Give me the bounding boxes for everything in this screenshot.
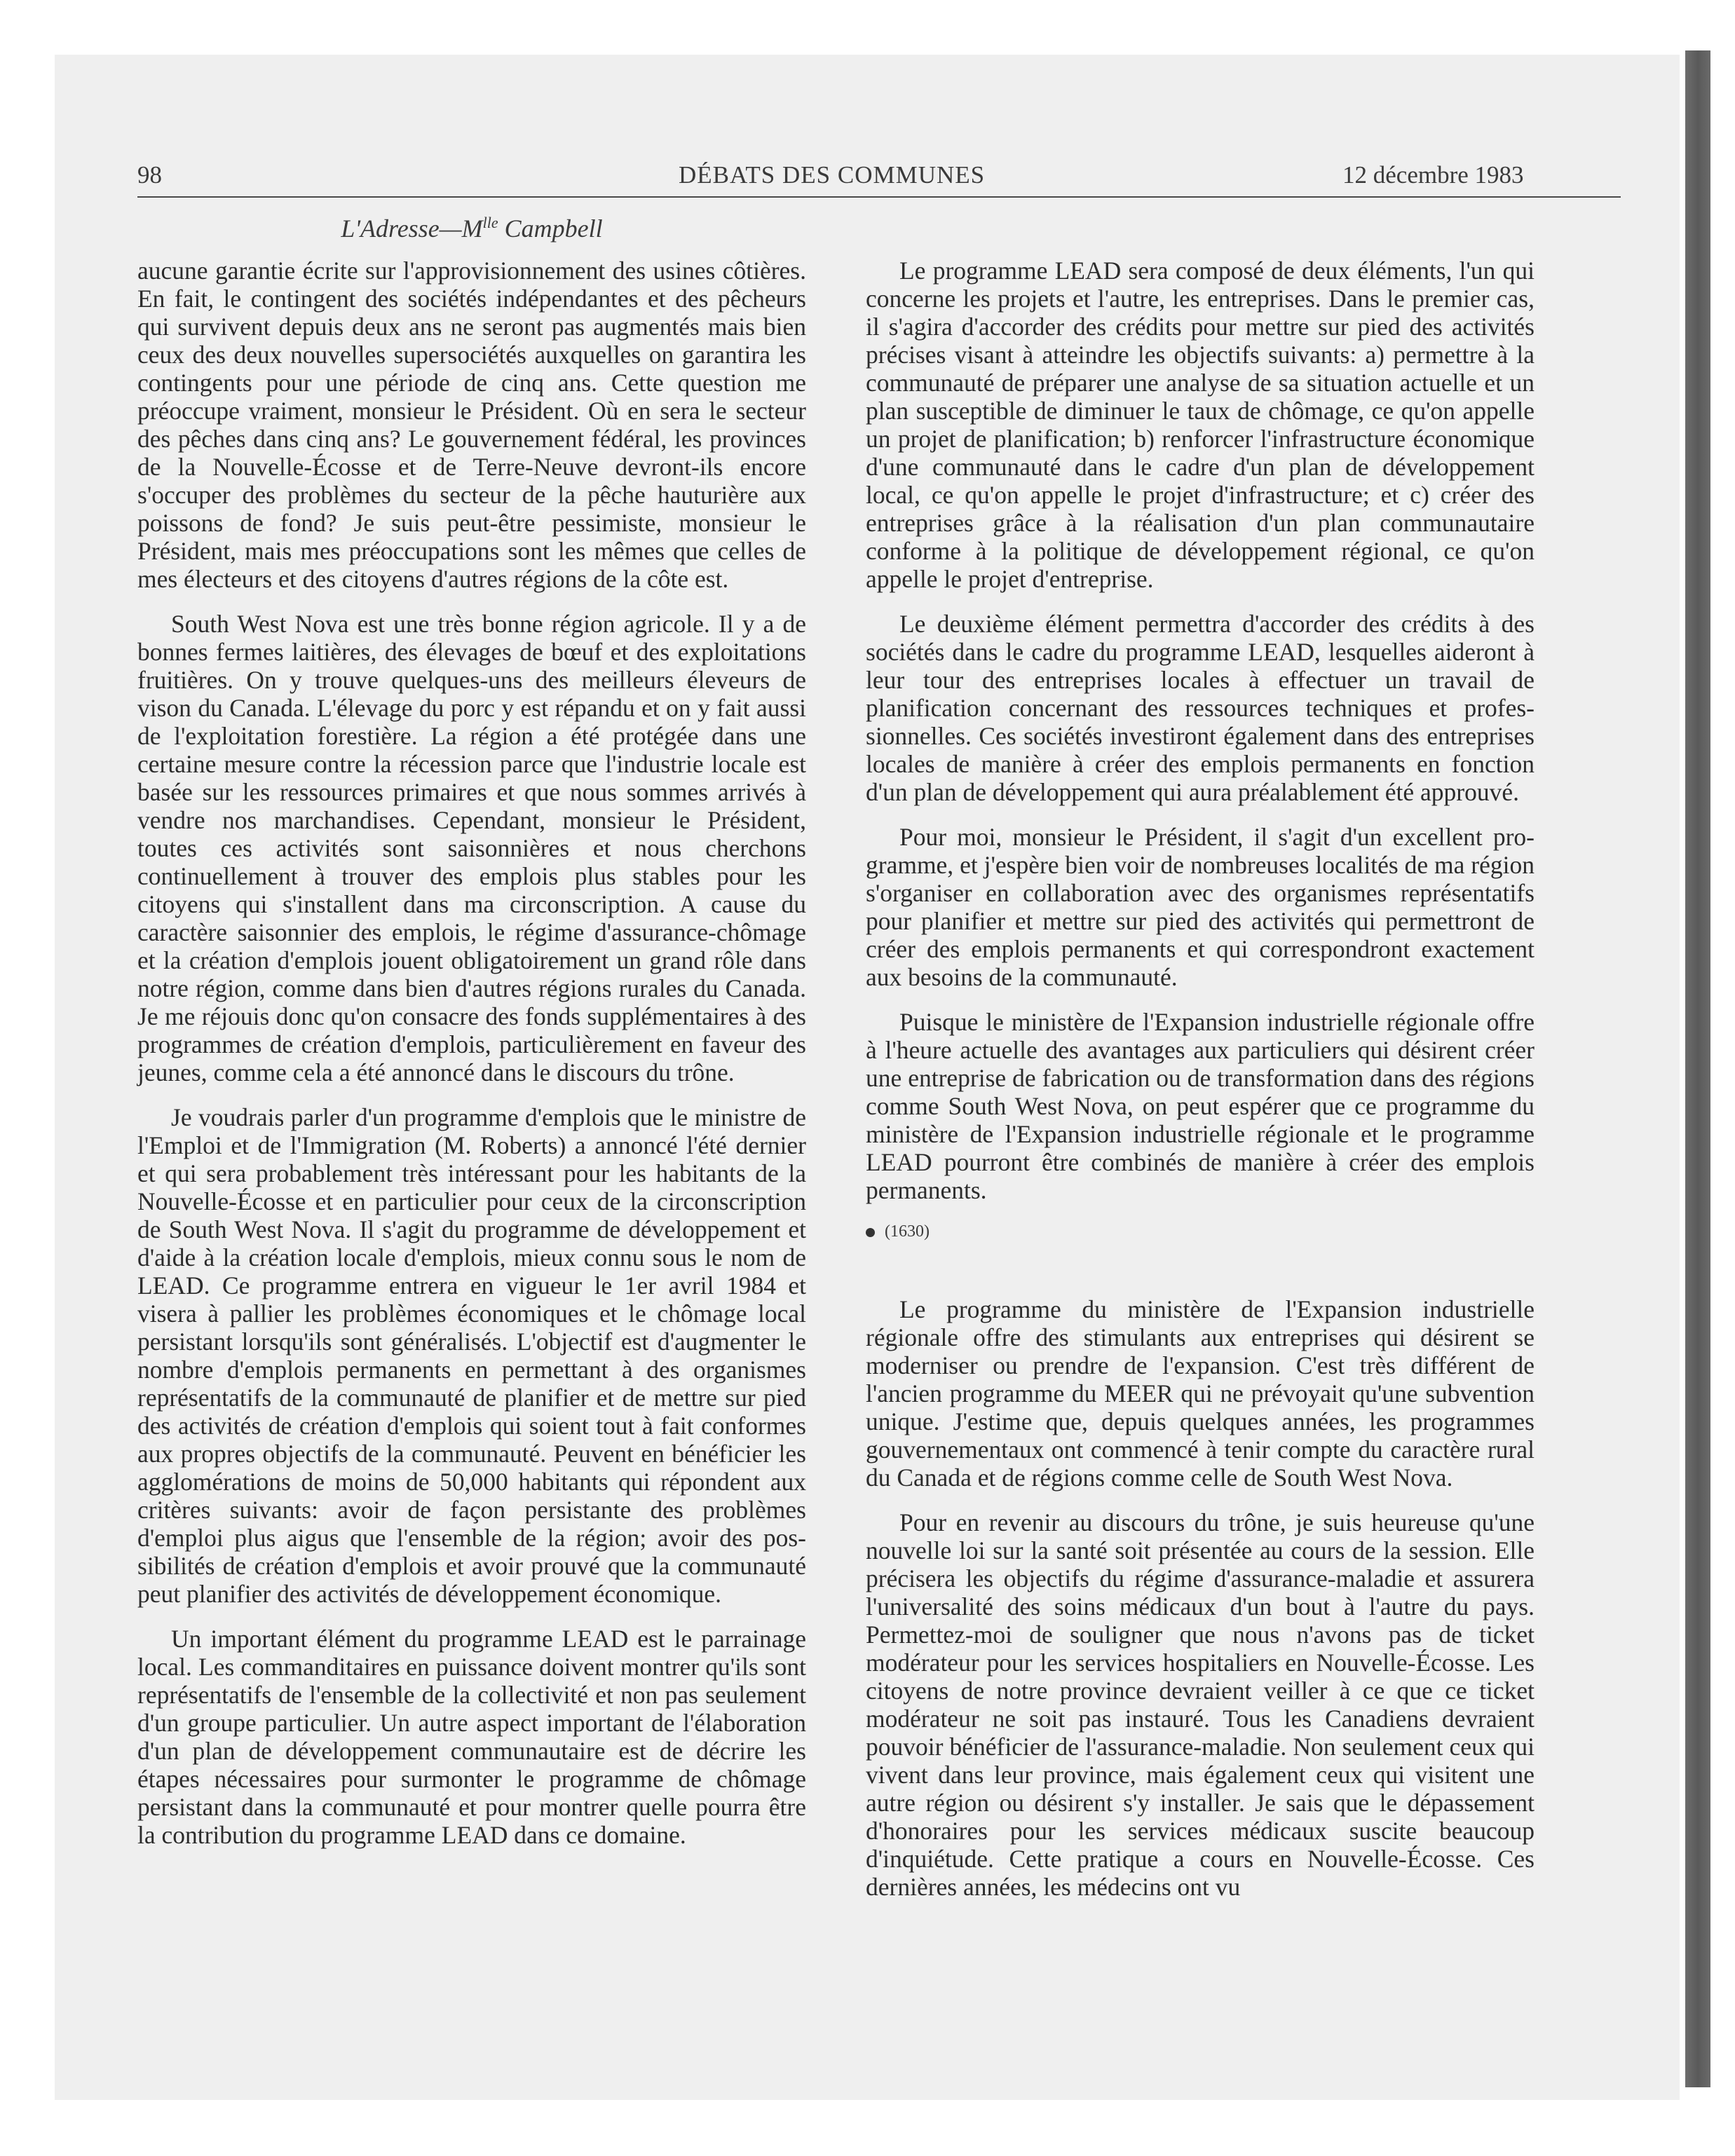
paragraph: Je voudrais parler d'un programme d'emplois que le ministre de l'Emploi et de l'Immigration (M. Roberts) a annoncé l'été dernier et qui sera probablement très intéressant pour les habitants de la Nouvelle-Écosse et en particulier pour ceux de la circonscription de South West Nova. Il s'agit du programme de développement et d'aide à la création locale d'emplois, mieux connu sous le nom de LEAD. Ce programme entrera en vigueur le 1er avril 1984 et visera à pallier les problèmes économiques et le chômage local persistant lorsqu'ils sont généralisés. L'objectif est d'augmenter le nombre d'emplois permanents en permettant à des organismes représentatifs de la communauté de planifier et de mettre sur pied des activités de création d'emplois qui soient tout à fait conformes aux propres objectifs de la communauté. Peuvent en bénéficier les agglomérations de moins de 50,000 habitants qui répondent aux critères suivants: avoir de façon persistante des problèmes d'emploi plus aigus que l'ensemble de la région; avoir des possibilités de création d'emplois et avoir prouvé que la communauté peut planifier des activités de développement économique. [137, 1103, 806, 1608]
paragraph: Puisque le ministère de l'Expansion industrielle régionale offre à l'heure actuelle des avantages aux particuliers qui désirent créer une entreprise de fabrication ou de transformation dans des régions comme South West Nova, on peut espérer que ce programme du ministère de l'Expansion industrielle régionale et le programme LEAD pourront être combinés de manière à créer des emplois permanents. [866, 1008, 1535, 1204]
paragraph: Le programme du ministère de l'Expansion industrielle régionale offre des stimulants aux entreprises qui désirent se moderniser ou prendre de l'expansion. C'est très différent de l'ancien programme du MEER qui ne prévoyait qu'une subvention unique. J'estime que, depuis quelques années, les programmes gouvernementaux ont commencé à tenir compte du caractère rural du Canada et de régions comme celle de South West Nova. [866, 1295, 1535, 1492]
paragraph: South West Nova est une très bonne région agricole. Il y a de bonnes fermes laitières, des élevages de bœuf et des exploitations fruitières. On y trouve quelques-uns des meilleurs éleveurs de vison du Canada. L'élevage du porc y est répandu et on y fait aussi de l'exploitation forestière. La région a été protégée dans une certaine mesure contre la récession parce que l'industrie locale est basée sur les ressources primaires et que nous sommes arrivés à vendre nos marchandises. Cependant, monsieur le Président, toutes ces activités sont saisonnières et nous cherchons continuellement à trouver des emplois plus stables pour les citoyens qui s'installent dans ma circonscription. A cause du caractère saisonnier des emplois, le régime d'assurance-chômage et la création d'emplois jouent obligatoirement un grand rôle dans notre région, comme dans bien d'autres régions rurales du Canada. Je me réjouis donc qu'on consacre des fonds supplémentaires à des programmes de création d'emplois, particulièrement en faveur des jeunes, comme cela a été annoncé dans le discours du trône. [137, 610, 806, 1086]
time-marker-label: (1630) [885, 1222, 930, 1241]
subheading-prefix: L'Adresse—M [341, 214, 483, 243]
paragraph: Pour en revenir au discours du trône, je suis heureuse qu'une nouvelle loi sur la santé soit présentée au cours de la session. Elle précisera les objectifs du régime d'assurance-maladie et assurera l'universalité des soins médicaux d'un bout à l'autre du pays. Permettez-moi de souligner que nous n'avons pas de ticket modérateur pour les services hospitaliers en Nouvelle-Écosse. Les citoyens de notre province devraient veiller à ce que ce ticket modérateur ne soit pas instauré. Tous les Canadiens devraient pouvoir bénéficier de l'assurance-maladie. Non seulement ceux qui vivent dans leur province, mais également ceux qui visitent une autre région ou désirent s'y installer. Je sais que le dépassement d'honoraires pour les services médicaux suscite beaucoup d'inquiétude. Cette pratique a cours en Nouvelle-Écosse. Ces dernières années, les médecins ont vu [866, 1508, 1535, 1901]
page-date: 12 décembre 1983 [1342, 161, 1524, 189]
paragraph: Le programme LEAD sera composé de deux éléments, l'un qui concerne les projets et l'autre, les entreprises. Dans le premier cas, il s'agira d'accorder des crédits pour mettre sur pied des activités précises visant à atteindre les objectifs suivants: a) permettre à la communauté de préparer une analyse de sa situation actuelle et un plan susceptible de diminuer le taux de chômage, ce qu'on appelle un projet de planification; b) renforcer l'infrastructure économique d'une communauté dans le cadre d'un plan de développement local, ce qu'on appelle le projet d'infrastructure; et c) créer des entreprises grâce à la réalisation d'un plan communautaire conforme à la politique de développement régional, ce qu'on appelle le projet d'entreprise. [866, 257, 1535, 593]
right-column [866, 257, 1535, 1918]
header-rule [137, 196, 1621, 198]
paragraph: Pour moi, monsieur le Président, il s'agit d'un excellent programme, et j'espère bien voir de nombreuses localités de ma région s'organiser en collaboration avec des organismes représentatifs pour planifier et mettre sur pied des activités qui permettront de créer des emplois permanents et qui correspondront exactement aux besoins de la communauté. [866, 823, 1535, 991]
subheading-superscript: lle [482, 214, 498, 231]
bullet-dot-icon [866, 1228, 875, 1237]
page-binding-edge [1685, 50, 1710, 2087]
publication-title: DÉBATS DES COMMUNES [679, 161, 986, 189]
left-column [137, 257, 806, 1866]
subheading-speaker: Campbell [498, 214, 603, 243]
paragraph: aucune garantie écrite sur l'approvisionnement des usines côtières. En fait, le contingent des sociétés indépendantes et des pêcheurs qui survivent depuis deux ans ne seront pas augmentés mais bien ceux des deux nouvelles supersociétés auxquelles on garantira les contingents pour une période de cinq ans. Cette question me préoccupe vraiment, monsieur le Président. Où en sera le secteur des pêches dans cinq ans? Le gouvernement fédéral, les provinces de la Nouvelle-Écosse et de Terre-Neuve devront-ils encore s'occuper des problèmes du secteur de la pêche hauturière aux poissons de fond? Je suis peut-être pessimiste, monsieur le Président, mais mes préoccupations sont les mêmes que celles de mes électeurs et des citoyens d'autres régions de la côte est. [137, 257, 806, 593]
time-marker [866, 1221, 1535, 1242]
paragraph: Le deuxième élément permettra d'accorder des crédits à des sociétés dans le cadre du programme LEAD, lesquelles aideront à leur tour des entreprises locales à effectuer un travail de planification concernant des ressources techniques et professionnelles. Ces sociétés investiront également dans des entreprises locales de manière à créer des emplois permanents en fonction d'un plan de développement qui aura préalablement été approuvé. [866, 610, 1535, 806]
page-number: 98 [137, 161, 162, 189]
section-subheading [137, 207, 806, 244]
paragraph: Un important élément du programme LEAD est le parrainage local. Les commanditaires en puissance doivent montrer qu'ils sont représentatifs de l'ensemble de la collectivité et non pas seulement d'un groupe particulier. Un autre aspect important de l'élaboration d'un plan de développement communautaire est de décrire les étapes nécessaires pour surmonter le programme de chômage persistant dans la communauté et pour montrer quelle pourra être la contribution du programme LEAD dans ce domaine. [137, 1625, 806, 1849]
